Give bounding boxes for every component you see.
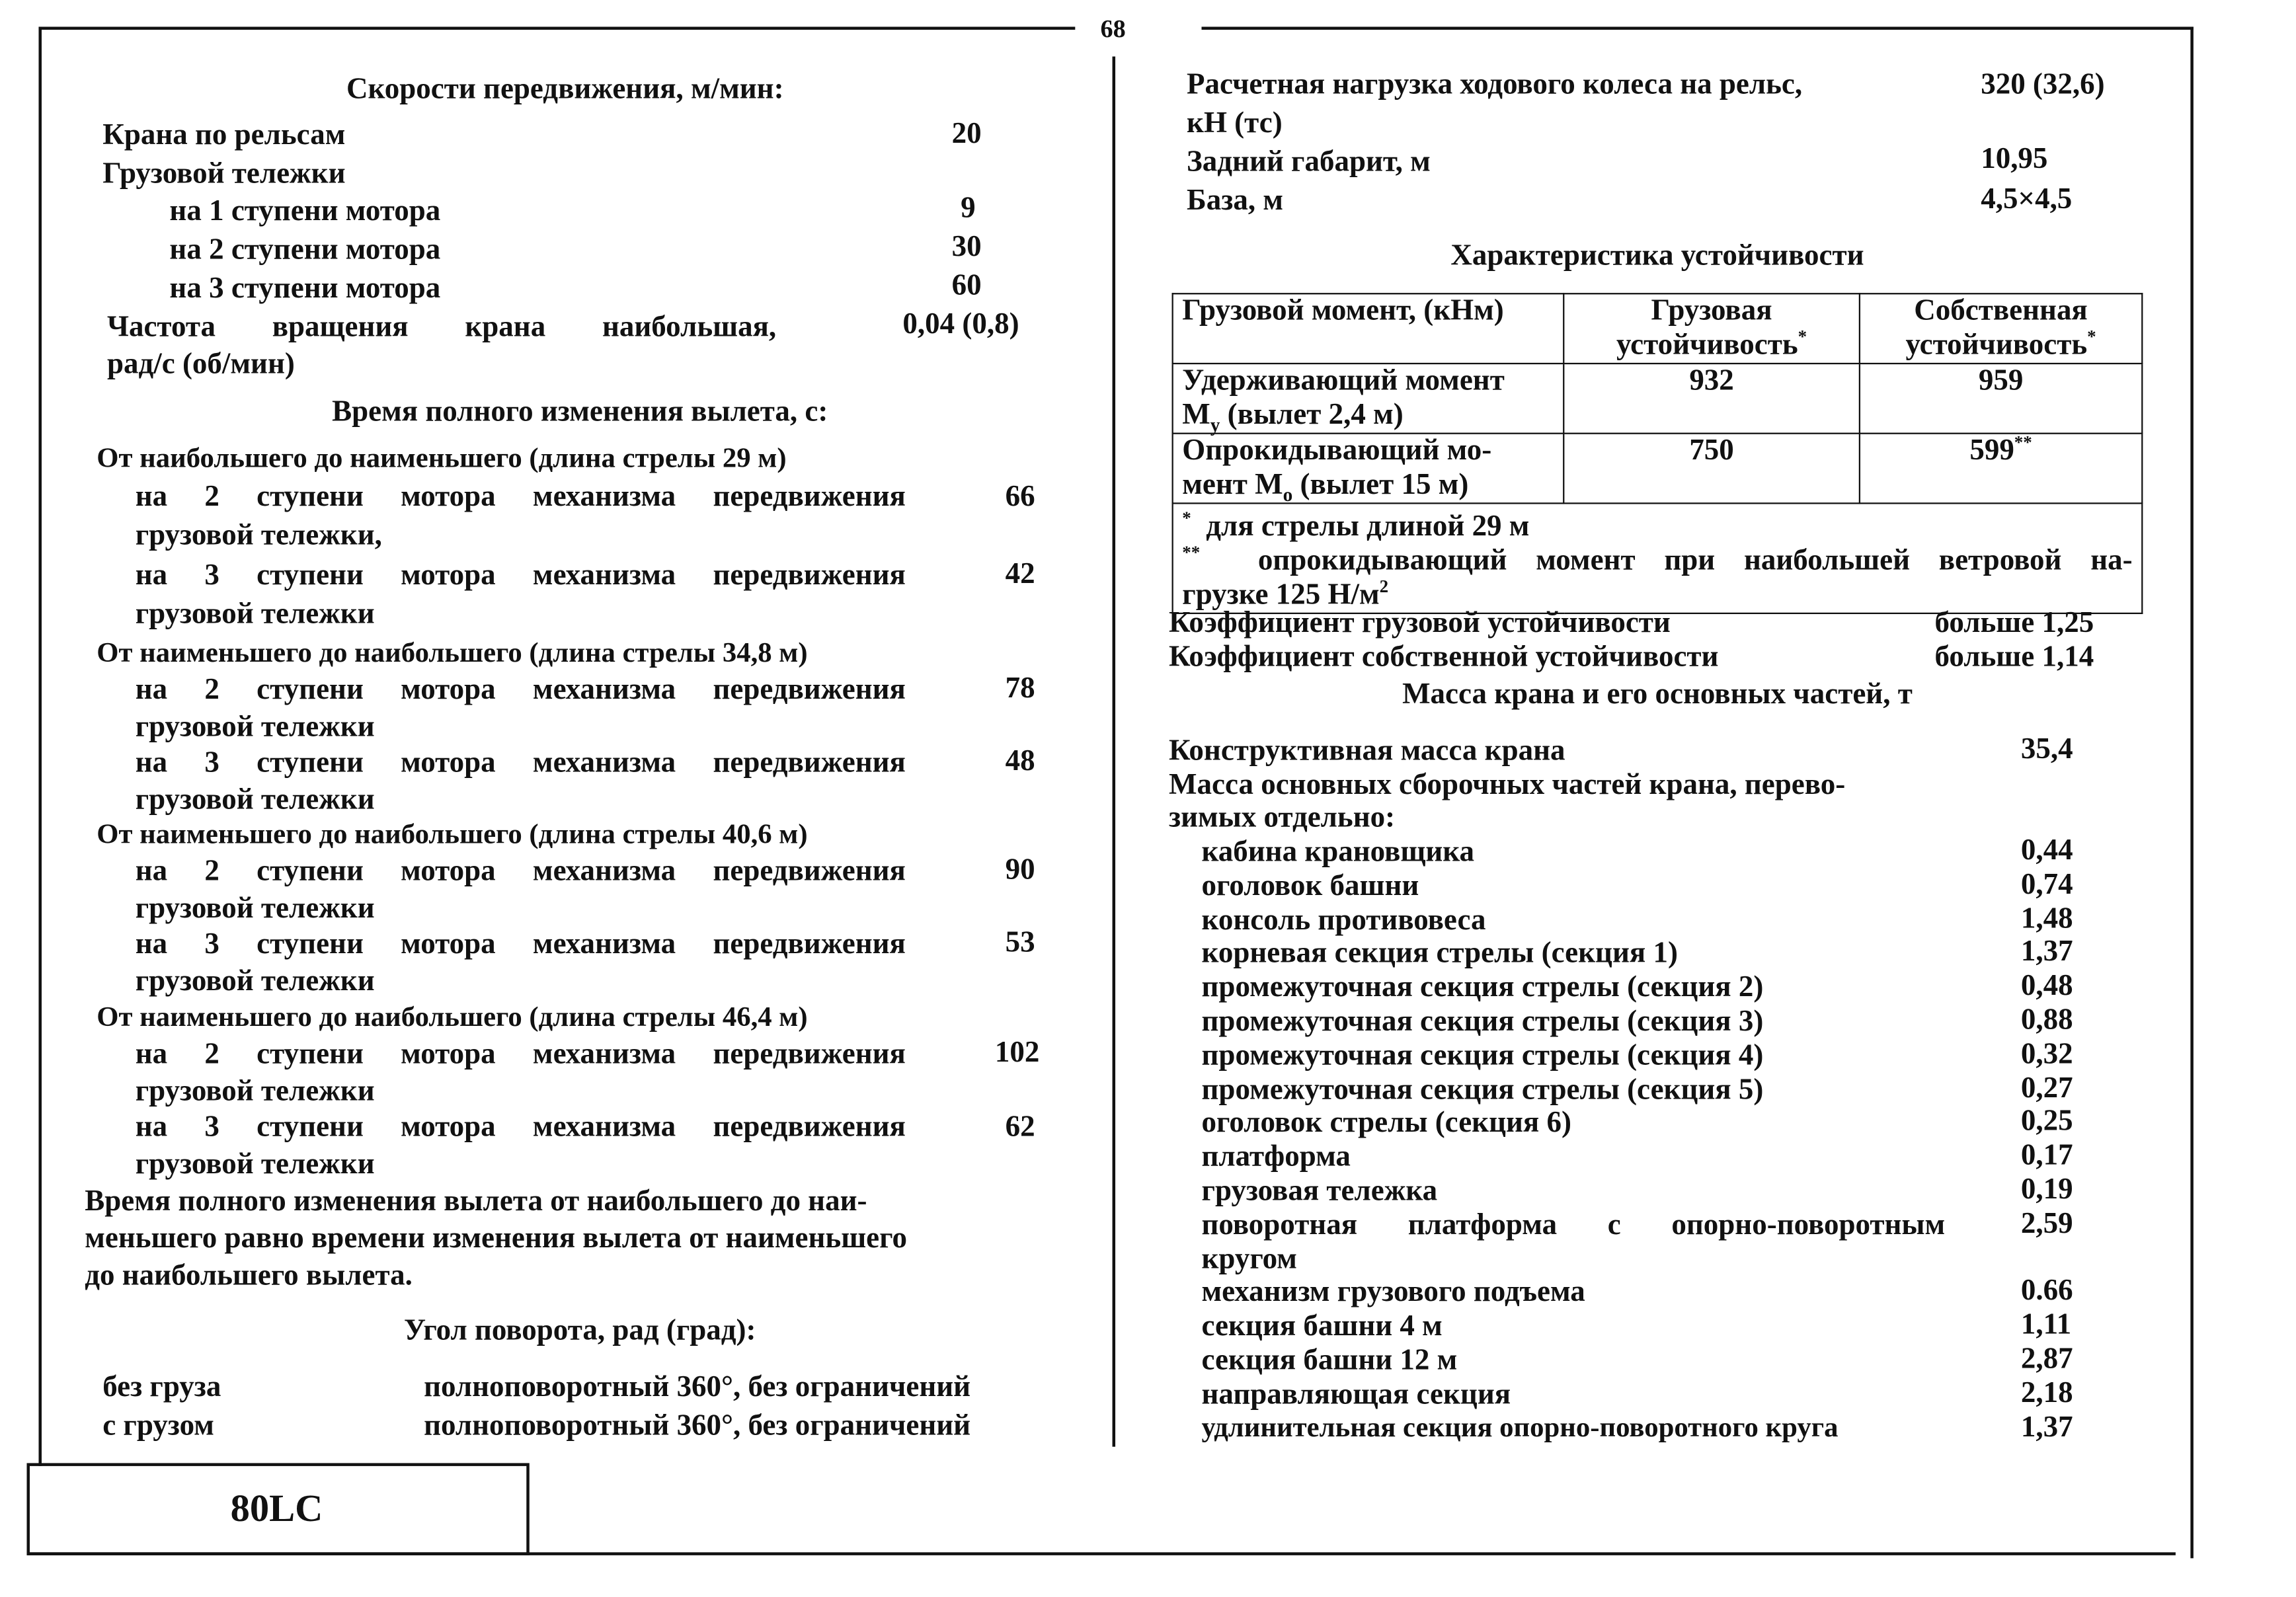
part-label: оголовок стрелы (секция 6)	[1201, 1107, 1572, 1140]
table-cell-value: 959	[1860, 364, 2142, 434]
group1-a-line1: на 2 ступени мотора механизма передвижения	[135, 480, 906, 514]
part-label: промежуточная секция стрелы (секция 3)	[1201, 1005, 1764, 1038]
with-load-value: полноповоротный 360°, без ограничений	[424, 1409, 971, 1442]
group2-b-value: 48	[1005, 744, 1035, 778]
rear-label: Задний габарит, м	[1187, 145, 1431, 178]
group2-b-line1: на 3 ступени мотора механизма передвижения	[135, 746, 906, 779]
group3-b-value: 53	[1005, 926, 1035, 959]
part-value: 0,27	[2020, 1071, 2073, 1105]
table-cell-value: 932	[1564, 364, 1860, 434]
part-value: 0,44	[2020, 834, 2073, 867]
part-label: секция башни 4 м	[1201, 1310, 1443, 1343]
no-load-label: без груза	[102, 1370, 221, 1404]
group3-a-line2: грузовой тележки	[135, 892, 375, 925]
reach-heading: Время полного изменения вылета, с:	[332, 395, 828, 428]
table-cell-holding-moment: Удерживающий момент $М_у$ (вылет 2,4 м)	[1173, 364, 1564, 434]
part-label: секция башни 12 м	[1201, 1344, 1458, 1377]
table-note-2: ** опрокидывающий момент при наибольшей ветровой на-	[1182, 541, 2133, 577]
k2-value: больше 1,14	[1934, 641, 2094, 674]
group4-b-line2: грузовой тележки	[135, 1148, 375, 1181]
k2-label: Коэффициент собственной устойчивости	[1169, 641, 1719, 674]
table-row	[1173, 434, 2143, 504]
part-value: 0,25	[2020, 1105, 2073, 1138]
angle-heading: Угол поворота, рад (град):	[403, 1314, 756, 1347]
mass-heading: Масса крана и его основных частей, т	[1402, 678, 1913, 711]
part-label: консоль противовеса	[1201, 903, 1486, 937]
part-label: удлинительная секция опорно-поворотного круга	[1201, 1412, 1839, 1444]
wheel-load-label-2: кН (тс)	[1187, 106, 1283, 140]
part-value: 1,37	[2020, 935, 2073, 969]
base-label: База, м	[1187, 184, 1283, 217]
rotation-value: 0,04 (0,8)	[902, 307, 1019, 341]
group4-title: От наименьшего до наибольшего (длина стрелы 46,4 м)	[97, 1002, 808, 1034]
group2-a-line2: грузовой тележки	[135, 711, 375, 744]
part-value: 2,87	[2020, 1343, 2073, 1376]
left-border	[38, 26, 41, 1465]
base-value: 4,5×4,5	[1981, 182, 2073, 216]
table-header-load-stability: Грузовая устойчивость*	[1564, 293, 1860, 364]
group4-b-line1: на 3 ступени мотора механизма передвижения	[135, 1110, 906, 1144]
group4-b-value: 62	[1005, 1110, 1035, 1144]
crane-rails-value: 20	[951, 117, 982, 151]
table-cell-value: 750	[1564, 434, 1860, 504]
parts-label-2: зимых отдельно:	[1169, 801, 1396, 834]
group3-b-line1: на 3 ступени мотора механизма передвижения	[135, 927, 906, 961]
page-number: 68	[1100, 15, 1126, 44]
part-label: грузовая тележка	[1201, 1175, 1438, 1208]
rotation-label-2: рад/с (об/мин)	[106, 348, 295, 381]
part-label-cont: кругом	[1201, 1242, 1297, 1276]
part-label: платформа	[1201, 1140, 1351, 1174]
group4-a-line2: грузовой тележки	[135, 1075, 375, 1108]
group4-a-value: 102	[994, 1036, 1040, 1070]
k1-value: больше 1,25	[1934, 606, 2094, 640]
part-label: промежуточная секция стрелы (секция 5)	[1201, 1073, 1764, 1106]
part-value: 1,11	[2020, 1308, 2072, 1342]
stage3-value: 60	[951, 269, 982, 302]
part-value: 0,17	[2020, 1139, 2073, 1172]
part-value: 0,74	[2020, 868, 2073, 901]
with-load-label: с грузом	[102, 1409, 214, 1442]
crane-rails-label: Крана по рельсам	[102, 118, 346, 152]
part-label: промежуточная секция стрелы (секция 4)	[1201, 1038, 1764, 1072]
part-value: 0,19	[2020, 1173, 2073, 1206]
stability-table	[1172, 293, 2143, 614]
speeds-heading: Скорости передвижения, м/мин:	[346, 73, 784, 106]
parts-label-1: Масса основных сборочных частей крана, перево-	[1169, 768, 1846, 802]
group2-a-value: 78	[1005, 672, 1035, 705]
group1-b-line1: на 3 ступени мотора механизма передвижения	[135, 559, 906, 592]
part-label: поворотная платформа с опорно-поворотным	[1201, 1208, 1946, 1241]
no-load-value: полноповоротный 360°, без ограничений	[424, 1370, 971, 1404]
group3-a-line1: на 2 ступени мотора механизма передвижения	[135, 855, 906, 888]
stage2-value: 30	[951, 230, 982, 264]
note-line-2: меньшего равно времени изменения вылета от наименьшего	[85, 1222, 907, 1255]
part-label: кабина крановщика	[1201, 836, 1474, 869]
table-notes-row	[1173, 503, 2143, 613]
trolley-label: Грузовой тележки	[102, 157, 346, 190]
stage1-value: 9	[961, 192, 976, 225]
table-notes	[1173, 503, 2143, 613]
group2-a-line1: на 2 ступени мотора механизма передвижения	[135, 673, 906, 707]
group1-a-line2: грузовой тележки,	[135, 519, 382, 552]
part-value: 1,37	[2020, 1410, 2073, 1444]
group1-a-value: 66	[1005, 480, 1035, 514]
group3-title: От наименьшего до наибольшего (длина стрелы 40,6 м)	[97, 819, 808, 851]
table-note-2-cont: грузке 125 $Н/м^2$	[1182, 576, 1389, 611]
part-label: оголовок башни	[1201, 869, 1419, 902]
part-label: направляющая секция	[1201, 1378, 1511, 1411]
center-divider	[1113, 56, 1115, 1446]
note-line-3: до наибольшего вылета.	[85, 1259, 413, 1292]
table-header-row	[1173, 293, 2143, 364]
wheel-load-value: 320 (32,6)	[1981, 68, 2105, 101]
struct-mass-value: 35,4	[2020, 732, 2073, 766]
rotation-label: Частота вращения крана наибольшая,	[106, 311, 777, 344]
table-header-moment: Грузовой момент, (кНм)	[1173, 293, 1564, 364]
part-label: механизм грузового подъема	[1201, 1276, 1585, 1309]
group1-title: От наибольшего до наименьшего (длина стрелы 29 м)	[97, 443, 787, 475]
group2-b-line2: грузовой тележки	[135, 783, 375, 816]
stage3-label: на 3 ступени мотора	[169, 272, 441, 305]
group4-a-line1: на 2 ступени мотора механизма передвижения	[135, 1038, 906, 1071]
stage2-label: на 2 ступени мотора	[169, 233, 441, 266]
model-label: 80LC	[230, 1487, 323, 1530]
table-note-1: * для стрелы длиной 29 м	[1182, 507, 1530, 543]
group3-a-value: 90	[1005, 853, 1035, 886]
part-value: 0,32	[2020, 1037, 2073, 1071]
part-value: 2,18	[2020, 1376, 2073, 1409]
right-border	[2190, 26, 2193, 1558]
note-line-1: Время полного изменения вылета от наибольшего до наи-	[85, 1185, 867, 1218]
struct-mass-label: Конструктивная масса крана	[1169, 734, 1565, 767]
part-label: промежуточная секция стрелы (секция 2)	[1201, 971, 1764, 1004]
stage1-label: на 1 ступени мотора	[169, 194, 441, 228]
part-value: 1,48	[2020, 902, 2073, 935]
top-border-left	[38, 26, 1075, 29]
top-border-right	[1202, 26, 2194, 29]
stability-heading: Характеристика устойчивости	[1450, 239, 1864, 272]
part-value: 0.66	[2020, 1274, 2073, 1308]
group2-title: От наименьшего до наибольшего (длина стрелы 34,8 м)	[97, 637, 808, 670]
table-header-own-stability: Собственная устойчивость*	[1860, 293, 2142, 364]
part-value: 0,88	[2020, 1003, 2073, 1036]
table-cell-tipping-moment: Опрокидывающий мо- мент $М_о$ (вылет 15 м)	[1173, 434, 1564, 504]
wheel-load-label-1: Расчетная нагрузка ходового колеса на рельс,	[1187, 68, 1803, 101]
rear-value: 10,95	[1981, 142, 2048, 176]
group3-b-line2: грузовой тележки	[135, 964, 375, 998]
part-value: 0,48	[2020, 970, 2073, 1003]
group1-b-line2: грузовой тележки	[135, 598, 375, 631]
table-row	[1173, 364, 2143, 434]
group1-b-value: 42	[1005, 557, 1035, 591]
part-value: 2,59	[2020, 1207, 2073, 1240]
part-label: корневая секция стрелы (секция 1)	[1201, 937, 1678, 970]
table-cell-value: 599**	[1860, 434, 2142, 504]
k1-label: Коэффициент грузовой устойчивости	[1169, 606, 1671, 640]
